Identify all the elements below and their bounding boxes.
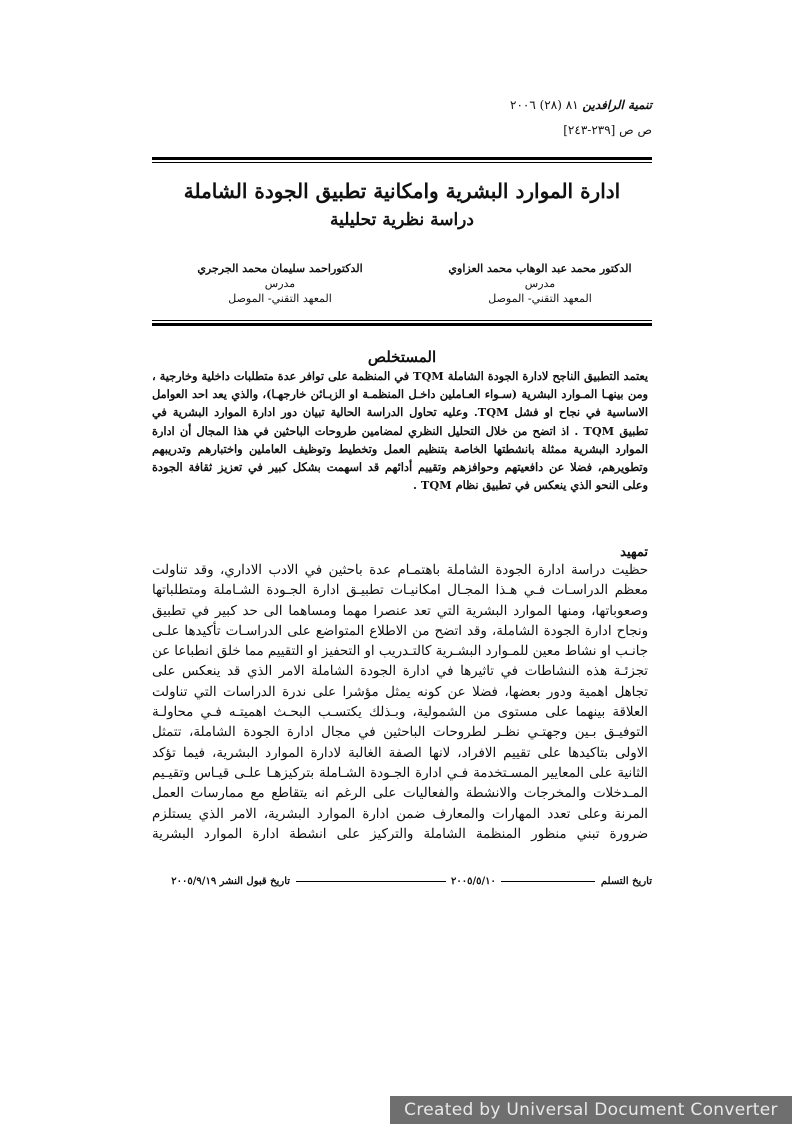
author-role: مدرس: [264, 277, 296, 290]
page-range: ص ص [٢٣٩-٢٤٣]: [563, 123, 652, 137]
author-block-2: [160, 261, 400, 306]
author-role: مدرس: [524, 277, 556, 290]
author-name: الدكتور محمد عبد الوهاب محمد العزاوي: [448, 262, 632, 275]
converter-watermark: Created by Universal Document Converter: [390, 1096, 792, 1124]
received-date: ٢٠٠٥/٥/١٠: [451, 876, 496, 887]
blank-line: [501, 881, 595, 882]
intro-text: [152, 561, 648, 845]
authors-rule-thin: [152, 320, 652, 321]
abstract-text: يعتمد التطبيق الناجح لادارة الجودة الشاملة TQM في المنظمة على توافر عدة متطلبات داخلية وخارجية ، ومن بينهـا المـوارد البشرية (سـواء العـاملين داخـل المنظمـة او الزبـائن خارجهـا)، والذي يعد احد العوامل الاساسية في نجاح او فشل TQM. وعليه تحاول الدراسة الحالية تبيان دور ادارة الموارد البشرية في تطبيق TQM . اذ اتضح من خلال التحليل النظري لمضامين طروحات الباحثين في هذا المجال أن ادارة الموارد البشرية ممثلة بانشطتها الخاصة بتنظيم العمل وتخطيط وتوظيف العاملين واختبارهم وتدريبهم وتطويرهم، فضلا عن دافعيتهم وحوافزهم وتقييم أدائهم قد اسهمت بشكل كبير في تعزيز ثقافة الجودة وعلى النحو الذي ينعكس في تطبيق نظام TQM .: [152, 369, 648, 493]
paper-title: ادارة الموارد البشرية وامكانية تطبيق الجودة الشاملة: [183, 179, 621, 203]
intro-paragraph: حظيت دراسة ادارة الجودة الشاملة باهتمـام عدة باحثين في الادب الاداري، وقد تناولت معظم الدراسـات فـي هـذا المجـال امكانيـات تطبيـق ادارة الجـودة الشـاملة ومتطلباتها وصعوباتها، ومنها الموارد البشرية التي تعد عنصرا مهما ومساهما الى حد كبير في تطبيق ونجاح ادارة الجودة الشاملة، وقد اتضح من الاطلاع المتواضع على الدراسـات تأكيدها علـى جانـب او نشاط معين للمـوارد البشـرية كالتـدريب او التحفيز او التقييم مما خلق انطباعا عن تجزئـة هذه النشاطات في تاثيرها في ادارة الجودة الشاملة الامر الذي قد ينعكس على تجاهل اهمية ودور بعضها، فضلا عن كونه يمثل مؤشرا على ندرة الدراسات التي تناولت العلاقة بينهما على مستوى من الشمولية، وبـذلك يكتسـب البحـث اهميتـه فـي محاولـة التوفيـق بـين وجهتـي نظـر لطروحات الباحثين في مجال ادارة الجودة الشاملة، تتمثل الاولى بتاكيدها على تقييم الافراد، لانها الصفة الغالبة لادارة الموارد البشرية، فيما تؤكد الثانية على المعايير المسـتخدمة فـي ادارة الجـودة الشـاملة بتركيزهـا علـى قيـاس وتقيـيم المـدخلات والمخرجات والانشطة والفعاليات على الرغم انه يتقاطع مع ممارسات العمل المرنة وعلى تعدد المهارات والمعارف ضمن ادارة الموارد البشرية، الامر الذي يستلزم ضرورة تبني منظور المنظمة الشاملة والتركيز على انشطة ادارة الموارد البشرية: [152, 563, 648, 842]
author-affiliation: المعهد التقني- الموصل: [228, 292, 332, 305]
abstract-heading: المستخلص: [367, 348, 437, 366]
submission-dates: [152, 876, 652, 887]
blank-line: [296, 881, 446, 882]
received-label: تاريخ التسلم: [600, 876, 652, 887]
header-rule-thick: [152, 157, 652, 160]
author-affiliation: المعهد التقني- الموصل: [488, 292, 592, 305]
header-rule-thin: [152, 162, 652, 163]
authors-rule-thick: [152, 323, 652, 326]
journal-issue: ٨١ (٢٨) ٢٠٠٦: [510, 98, 579, 112]
journal-name: تنمية الرافدين: [582, 98, 652, 112]
accepted-date: ٢٠٠٥/٩/١٩: [171, 876, 217, 887]
journal-citation: [152, 98, 652, 113]
author-name: الدكتوراحمد سليمان محمد الجرجري: [197, 262, 363, 275]
accepted-label: تاريخ قبول النشر: [219, 876, 291, 887]
author-block-1: [430, 261, 650, 306]
paper-subtitle: دراسة نظرية تحليلية: [330, 210, 474, 230]
intro-heading: تمهيد: [620, 545, 648, 560]
